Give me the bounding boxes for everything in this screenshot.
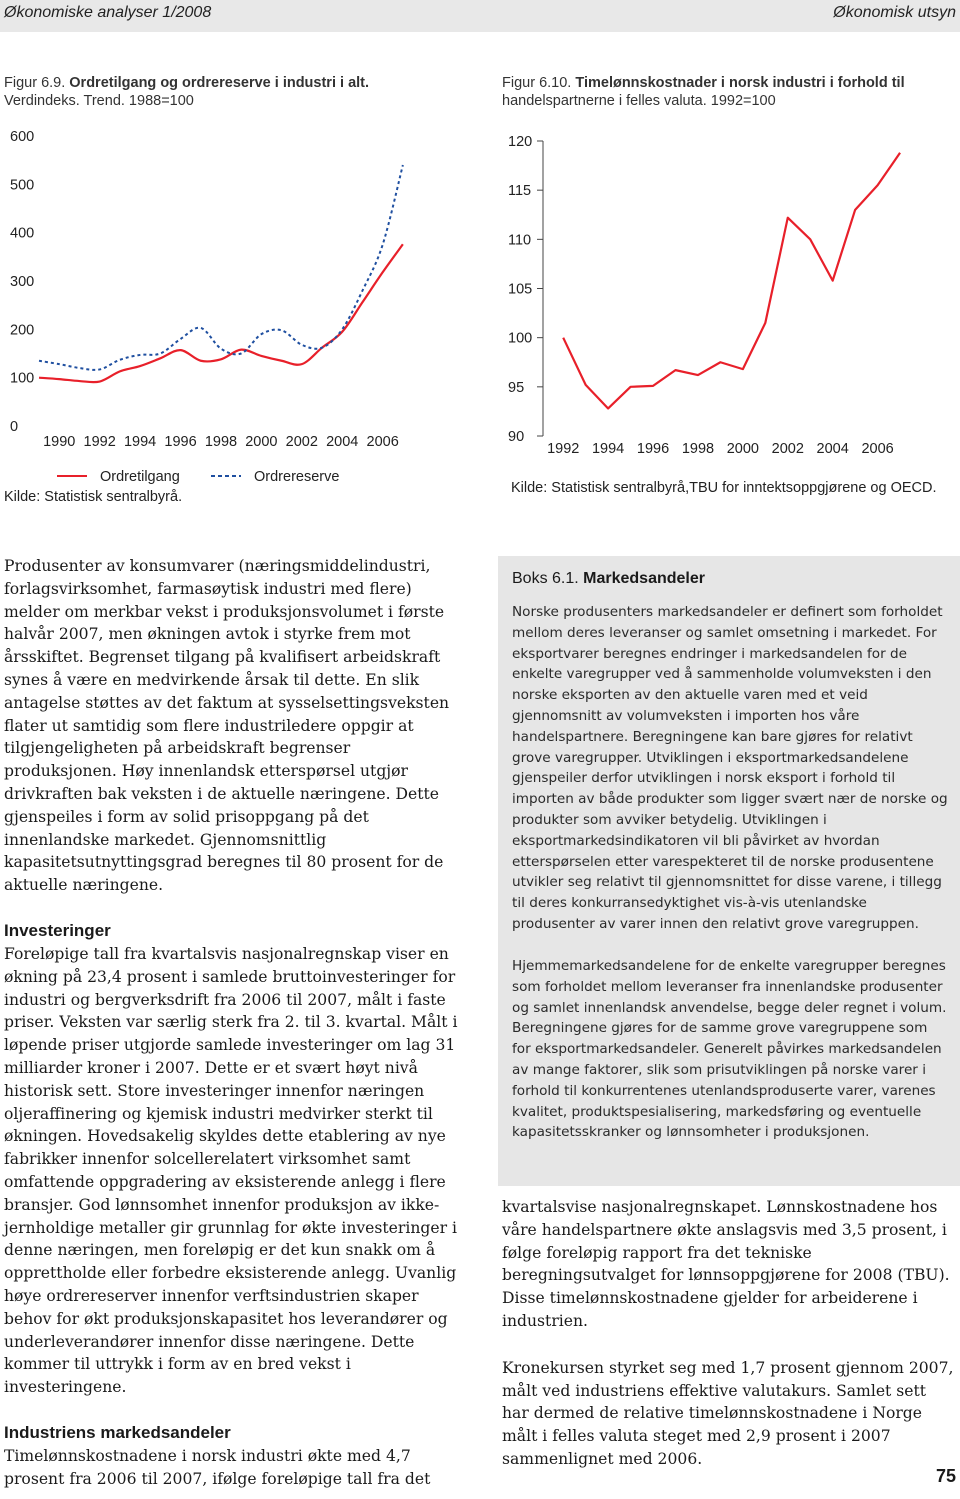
x-tick-label: 2006 xyxy=(861,441,894,457)
running-header xyxy=(0,0,960,32)
y-tick-label: 105 xyxy=(508,281,533,298)
caption-title: Ordretilgang og ordrereserve i industri i alt. xyxy=(69,75,370,91)
paragraph: kvartalsvise nasjonalregnskapet. Lønnskostnadene hos våre handelspartnere økte anslagsvis med 3,5 prosent, i følge foreløpig rapport fra det tekniske beregningsutvalget for lønnsoppgjørene for 2008 (TBU). Disse timelønnskostnadene gjelder for arbeiderene i industrien. xyxy=(502,1198,950,1330)
x-tick-label: 2006 xyxy=(366,434,399,450)
box-number: Boks 6.1. xyxy=(512,570,579,587)
y-tick-label: 95 xyxy=(508,379,525,396)
box-paragraph: Norske produsenters markedsandeler er definert som forholdet mellom deres leveranser og samlet omsetning i markedet. For eksportvarer beregnes endringer i markedsandelen for de enkelte varegrupper ved å sammenholde volumveksten i den norske eksporten av den aktuelle varen med et veid gjennomsnitt av volumveksten i importen hos våre handelspartnere. Beregningene kan bare gjøres for relativt grove varegrupper. Utviklingen i eksportmarkedsandelene gjenspeiler derfor utviklingen i norsk eksport i forhold til importen av både produkter som ligger svært nær de norske og produkter som avviker betydelig. Utviklingen i eksportmarkedsindikatoren vil bli påvirket av hvordan etterspørselen etter varespekteret til de norske produsentene utvikler seg relativt til gjennomsnittet for disse varene, i tillegg til deres konkurransedyktighet vis-à-vis utenlandske produsenter av varer innen den relativt grove varegruppen. xyxy=(512,604,948,932)
x-tick-label: 1998 xyxy=(204,434,238,450)
info-box xyxy=(498,556,960,1186)
order-chart xyxy=(0,120,480,500)
x-tick-label: 1992 xyxy=(547,441,580,457)
paragraph: Produsenter av konsumvarer (næringsmiddelindustri, forlagsvirksomhet, farmasøytisk industri med flere) melder om merkbar vekst i produksjonsvolumet i første halvår 2007, men økningen avtok i styrke frem mot årsskiftet. Begrenset tilgang på kvalifisert arbeidskraft synes å være en medvirkende årsak til dette. En slik antagelse støttes av det faktum at sysselsettingsveksten flater ut samtidig som flere industriledere oppgir at tilgjengeligheten på arbeidskraft begrenser produksjonen. Høy innenlandsk etterspørsel utgjør drivkraften bak veksten i de aktuelle næringene. Dette gjenspeiles i form av solid prisoppgang på det innenlandske markedet. Gjennomsnittlig kapasitetsutnyttingsgrad beregnes til 80 prosent for de aktuelle næringene. xyxy=(4,557,450,895)
caption-subtitle: handelspartnerne i felles valuta. 1992=100 xyxy=(502,93,776,109)
section-heading: Industriens markedsandeler xyxy=(4,1422,231,1442)
caption-prefix: Figur 6.9. xyxy=(4,75,66,91)
caption-prefix: Figur 6.10. xyxy=(502,75,572,91)
x-tick-label: 2002 xyxy=(771,441,804,457)
box-title xyxy=(512,570,705,588)
y-tick-label: 115 xyxy=(508,183,532,200)
x-tick-label: 2004 xyxy=(816,441,849,457)
x-tick-label: 1994 xyxy=(591,441,625,457)
figure-caption-6-9 xyxy=(4,74,464,110)
y-tick-label: 300 xyxy=(10,274,35,290)
y-tick-label: 400 xyxy=(10,225,35,242)
x-tick-label: 2000 xyxy=(726,441,759,457)
wage-cost-chart xyxy=(490,120,960,470)
y-tick-label: 110 xyxy=(508,232,532,249)
legend-label: Ordretilgang xyxy=(100,469,180,485)
right-text-column xyxy=(502,1196,957,1471)
caption-subtitle: Verdindeks. Trend. 1988=100 xyxy=(4,93,194,109)
series-line-1 xyxy=(563,153,900,409)
paragraph: Foreløpige tall fra kvartalsvis nasjonalregnskap viser en økning på 23,4 prosent i samlede bruttoinvesteringer for industri og bergverksdrift fra 2006 til 2007, målt i faste priser. Veksten var særlig sterk fra 2. til 3. kvartal. Målt i løpende priser utgjorde samlede investeringer om lag 31 milliarder kroner i 2007. Dette er et svært høyt nivå historisk sett. Store investeringer innenfor næringen oljeraffinering og kjemisk industri medvirker sterkt til økningen. Hovedsakelig skyldes dette etablering av nye fabrikker innenfor solcellerelatert virksomhet samt omfattende oppgradering av eksisterende anlegg i flere bransjer. God lønnsomhet innenfor produksjon av ikke-jernholdige metaller gir grunnlag for økte investeringer i denne næringen, men foreløpig er det kun snakk om å opprettholde eller forbedre eksisterende anlegg. Uvanlig høye ordrereserver innenfor verftsindustrien skaper behov for økt produksjonskapasitet hos leverandører og underleverandører innenfor disse næringene. Dette kommer til uttrykk i form av en bred vekst i investeringene. xyxy=(4,944,458,1397)
x-tick-label: 2002 xyxy=(285,434,318,450)
paragraph: Timelønnskostnadene i norsk industri økte med 4,7 prosent fra 2006 til 2007, ifølge foreløpige tall fra det xyxy=(4,1446,431,1488)
y-tick-label: 120 xyxy=(508,134,533,150)
y-tick-label: 200 xyxy=(10,322,35,339)
y-tick-label: 500 xyxy=(10,177,35,194)
left-text-column xyxy=(4,555,461,1490)
figure-source-6-9: Kilde: Statistisk sentralbyrå. xyxy=(4,489,183,505)
x-tick-label: 1994 xyxy=(123,434,157,450)
x-tick-label: 2004 xyxy=(326,434,359,450)
x-tick-label: 1990 xyxy=(43,434,76,450)
box-heading: Markedsandeler xyxy=(583,570,705,587)
header-right: Økonomisk utsyn xyxy=(833,4,956,21)
page-number: 75 xyxy=(936,1466,957,1486)
y-tick-label: 100 xyxy=(10,370,35,387)
x-tick-label: 1996 xyxy=(164,434,197,450)
series-line-1 xyxy=(39,244,403,382)
x-tick-label: 2000 xyxy=(245,434,278,450)
section-heading: Investeringer xyxy=(4,920,111,940)
header-left: Økonomiske analyser 1/2008 xyxy=(4,4,212,21)
paragraph: Kronekursen styrket seg med 1,7 prosent gjennom 2007, målt ved industriens effektive valutakurs. Samlet sett har dermed de relative timelønnskostnadene i Norge målt i felles valuta steget med 2,9 prosent i 2007 sammenlignet med 2006. xyxy=(502,1358,954,1468)
x-tick-label: 1996 xyxy=(636,441,670,457)
caption-title: Timelønnskostnader i norsk industri i forhold til xyxy=(575,75,905,91)
box-paragraph: Hjemmemarkedsandelene for de enkelte varegrupper beregnes som forholdet mellom leveranser fra innenlandske produsenter og samlet innenlandsk anvendelse, begge deler regnet i volum. Beregningene gjøres for de samme grove varegruppene som for eksportmarkedsandeler. Generelt påvirkes markedsandelen av mange faktorer, slik som prisutviklingen på norske varer i forhold til konkurrentenes utenlandsproduserte varer, varenes kvalitet, produktspesialisering, markedsføring og eventuelle kapasitetsskranker og lønnsomheter i produksjonen. xyxy=(512,958,947,1141)
legend-label: Ordrereserve xyxy=(254,469,340,485)
series-line-2 xyxy=(39,165,403,370)
x-tick-label: 1998 xyxy=(681,441,715,457)
y-tick-label: 90 xyxy=(508,429,525,445)
x-tick-label: 1992 xyxy=(83,434,116,450)
figure-caption-6-10 xyxy=(502,74,952,110)
figure-source-6-10: Kilde: Statistisk sentralbyrå,TBU for inntektsoppgjørene og OECD. xyxy=(511,480,937,496)
y-tick-label: 0 xyxy=(10,419,19,435)
y-tick-label: 100 xyxy=(508,330,533,347)
y-tick-label: 600 xyxy=(10,129,35,145)
